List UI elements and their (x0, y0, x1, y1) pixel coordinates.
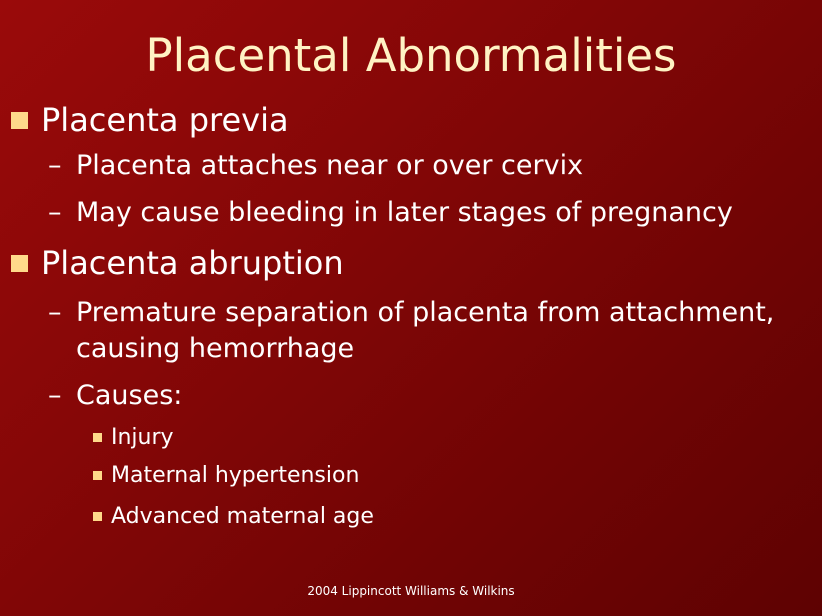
sub-sub-bullet-text: Injury (111, 425, 174, 450)
sub-bullet-text: Placenta attaches near or over cervix (76, 150, 584, 181)
sub-sub-bullet-text: Advanced maternal age (111, 504, 374, 529)
dash-bullet-icon: – (48, 297, 62, 328)
bullet-label: Placenta abruption (41, 244, 344, 282)
bullet-label: Placenta previa (41, 101, 289, 139)
dash-bullet-icon: – (48, 150, 62, 181)
square-bullet-icon (11, 112, 28, 129)
dash-bullet-icon: – (48, 380, 62, 411)
sub-sub-bullet-text: Maternal hypertension (111, 463, 360, 488)
slide-footer: 2004 Lippincott Williams & Wilkins (307, 584, 515, 598)
slide-title: Placental Abnormalities (145, 29, 677, 82)
square-bullet-icon (11, 255, 28, 272)
small-square-bullet-icon (93, 512, 102, 521)
sub-bullet-text-line1: Premature separation of placenta from attachment, (76, 297, 775, 328)
sub-bullet-text: Causes: (76, 380, 183, 411)
small-square-bullet-icon (93, 471, 102, 480)
sub-bullet-text: May cause bleeding in later stages of pregnancy (76, 197, 733, 228)
dash-bullet-icon: – (48, 197, 62, 228)
small-square-bullet-icon (93, 433, 102, 442)
sub-bullet-text-line2: causing hemorrhage (76, 333, 355, 364)
